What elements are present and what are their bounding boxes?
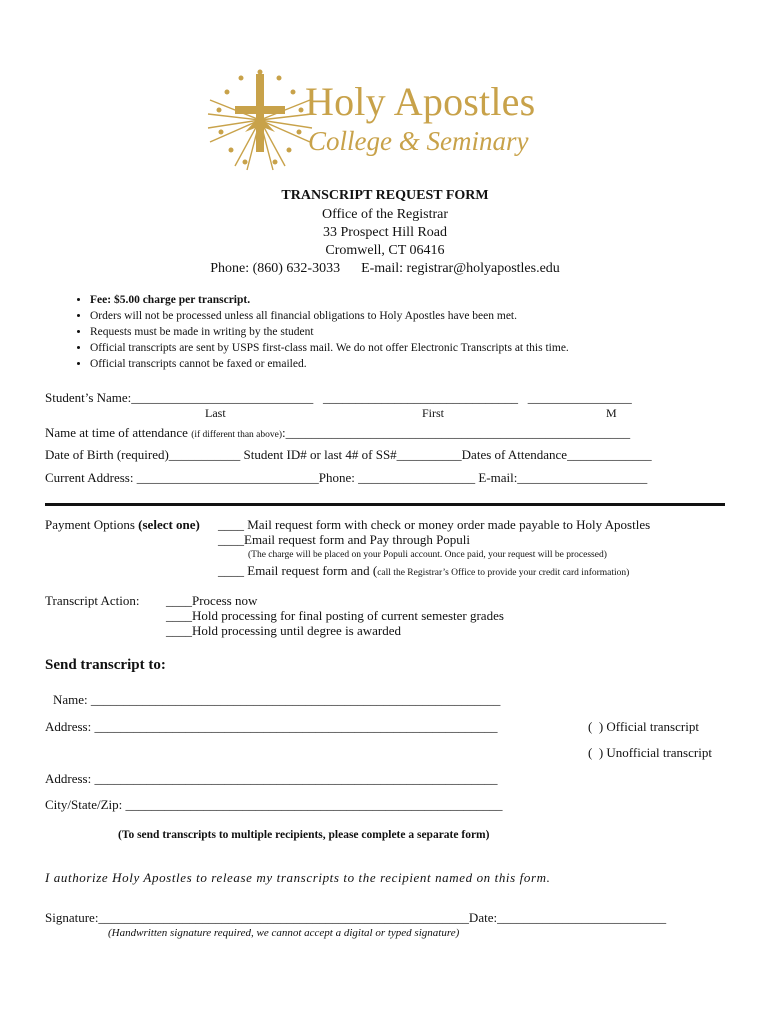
action-hold-degree[interactable]: ____Hold processing until degree is awarded <box>166 623 402 638</box>
action-hold-grades[interactable]: ____Hold processing for final posting of current semester grades <box>166 608 504 623</box>
recipient-city-state-zip-field[interactable]: City/State/Zip: __________________________________________________________ <box>45 797 503 812</box>
office-contact: Phone: (860) 632-3033 E-mail: registrar@holyapostles.edu <box>210 261 560 276</box>
label-first: First <box>422 406 445 420</box>
list-item: • Official transcripts are sent by USPS first-class mail. We do not offer Electronic Transcripts at this time. <box>90 340 569 356</box>
populi-note: (The charge will be placed on your Populi account. Once paid, your request will be processed) <box>248 550 607 560</box>
payment-option-mail[interactable]: ____ Mail request form with check or money order made payable to Holy Apostles <box>218 517 651 532</box>
recipient-name-field[interactable]: Name: _______________________________________________________________ <box>53 692 501 707</box>
office-name: Office of the Registrar <box>321 207 449 222</box>
signature-date-field[interactable]: Signature:_________________________________________________________Date:__________________________ <box>45 910 667 925</box>
action-process-now[interactable]: ____Process now <box>166 593 258 608</box>
form-title: TRANSCRIPT REQUEST FORM <box>281 188 489 203</box>
payment-label: Payment Options (select one) <box>45 517 200 532</box>
attendance-label: Name at time of attendance <box>45 425 192 440</box>
attendance-line: :_____________________________________________________ <box>282 425 631 440</box>
send-heading: Send transcript to: <box>45 657 166 673</box>
student-name-field[interactable]: Student’s Name:____________________________ ______________________________ ________________ <box>45 390 632 405</box>
signature-note: (Handwritten signature required, we cannot accept a digital or typed signature) <box>108 927 460 939</box>
payment-option-card[interactable]: ____ Email request form and (call the Registrar’s Office to provide your credit card information) <box>218 563 630 578</box>
official-transcript-option[interactable]: ( ) Official transcript <box>588 719 699 734</box>
label-last: Last <box>205 406 226 420</box>
label-m: M <box>606 406 617 420</box>
list-item: • Orders will not be processed unless all financial obligations to Holy Apostles have been met. <box>90 308 569 324</box>
list-item: • Requests must be made in writing by the student <box>90 324 569 340</box>
transcript-action-label: Transcript Action: <box>45 593 140 608</box>
current-address-field[interactable]: Current Address: ____________________________Phone: __________________ E-mail:____________________ <box>45 470 648 485</box>
logo-subtitle: College & Seminary <box>308 126 529 156</box>
recipient-address-field[interactable]: Address: ______________________________________________________________ <box>45 719 498 734</box>
authorization-statement: I authorize Holy Apostles to release my transcripts to the recipient named on this form. <box>45 870 551 885</box>
payment-option-populi[interactable]: ____Email request form and Pay through Populi <box>218 532 471 547</box>
multiple-recipients-note: (To send transcripts to multiple recipients, please complete a separate form) <box>118 829 490 841</box>
logo-name: Holy Apostles <box>305 79 536 124</box>
requirements-list <box>50 292 569 372</box>
office-city: Cromwell, CT 06416 <box>325 243 445 258</box>
recipient-address2-field[interactable]: Address: ______________________________________________________________ <box>45 771 498 786</box>
office-street: 33 Prospect Hill Road <box>322 225 448 240</box>
attendance-note: (if different than above) <box>191 430 283 440</box>
list-item: • Official transcripts cannot be faxed or emailed. <box>90 356 569 372</box>
attendance-name-field[interactable] <box>45 425 630 441</box>
dob-id-field[interactable]: Date of Birth (required)___________ Student ID# or last 4# of SS#__________Dates of Attendance_____________ <box>45 447 652 462</box>
unofficial-transcript-option[interactable]: ( ) Unofficial transcript <box>588 745 712 760</box>
section-divider <box>45 503 725 506</box>
list-item: • Fee: $5.00 charge per transcript. <box>90 292 569 308</box>
